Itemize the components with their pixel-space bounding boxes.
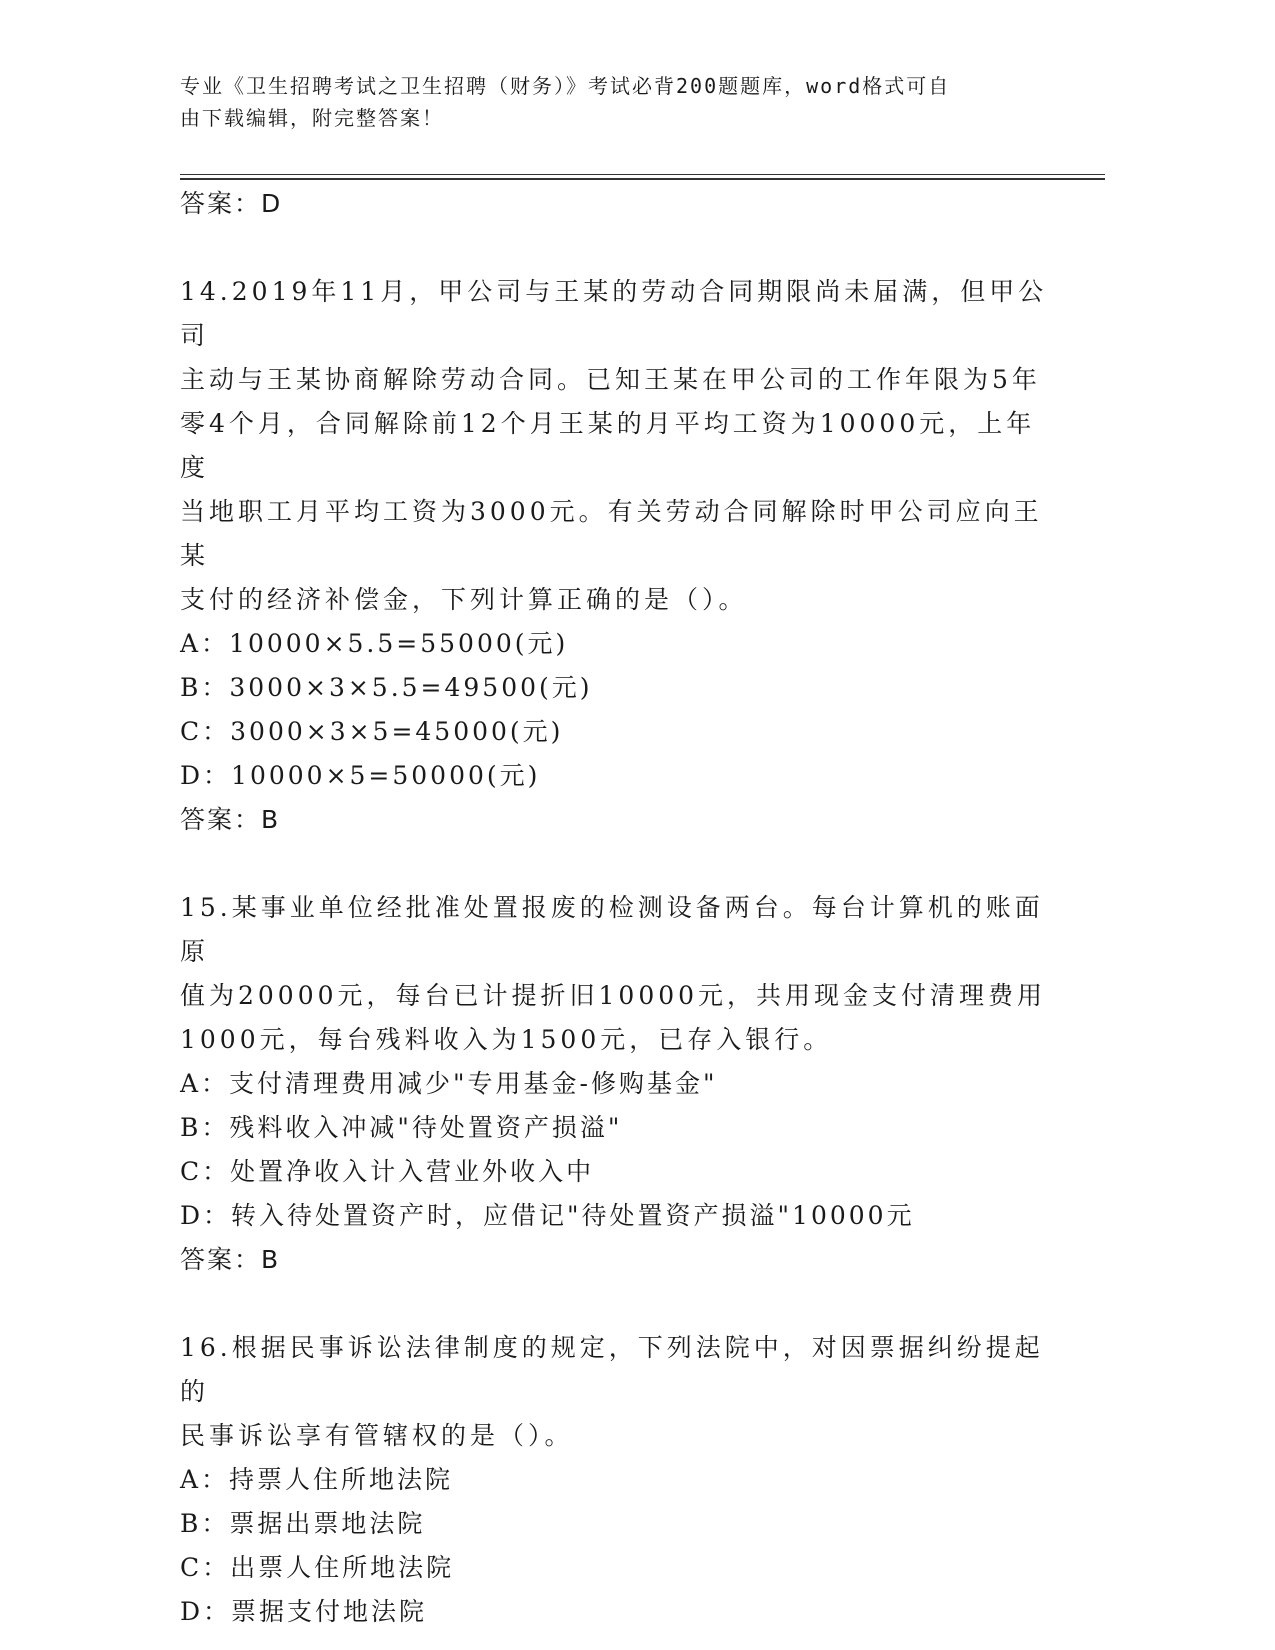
header-rule-thin: [180, 174, 1105, 175]
option-c: C：处置净收入计入营业外收入中: [180, 1157, 595, 1186]
option-b: B：残料收入冲减"待处置资产损溢": [180, 1113, 623, 1142]
question-line: 1000元，每台残料收入为1500元，已存入银行。: [180, 1025, 833, 1054]
option-b: B：票据出票地法院: [180, 1509, 426, 1538]
question-16: [180, 1326, 1060, 1634]
option-c: C：出票人住所地法院: [180, 1553, 455, 1582]
document-body: [180, 182, 1060, 1634]
question-line: 14.2019年11月，甲公司与王某的劳动合同期限尚未届满，但甲公司: [180, 277, 1048, 350]
option-a: A：10000×5.5=55000(元): [180, 629, 569, 658]
answer: 答案：B: [180, 1245, 281, 1274]
header-line-2: 由下载编辑，附完整答案！: [180, 106, 444, 130]
question-line: 民事诉讼享有管辖权的是（）。: [180, 1421, 574, 1450]
question-line: 支付的经济补偿金，下列计算正确的是（）。: [180, 585, 748, 614]
question-15: [180, 886, 1060, 1282]
document-header: [180, 70, 1060, 134]
option-a: A：持票人住所地法院: [180, 1465, 454, 1494]
question-line: 16.根据民事诉讼法律制度的规定，下列法院中，对因票据纠纷提起的: [180, 1333, 1044, 1406]
question-line: 零4个月，合同解除前12个月王某的月平均工资为10000元，上年度: [180, 409, 1036, 482]
option-d: D：转入待处置资产时，应借记"待处置资产损溢"10000元: [180, 1201, 915, 1230]
answer: 答案：B: [180, 805, 281, 834]
option-a: A：支付清理费用减少"专用基金-修购基金": [180, 1069, 718, 1098]
option-b: B：3000×3×5.5=49500(元): [180, 673, 593, 702]
option-d: D：票据支付地法院: [180, 1597, 428, 1626]
question-14: [180, 270, 1060, 842]
header-line-1: 专业《卫生招聘考试之卫生招聘（财务）》考试必背200题题库，word格式可自: [180, 74, 951, 98]
option-d: D：10000×5=50000(元): [180, 761, 541, 790]
header-rule-thick: [180, 178, 1105, 180]
previous-answer: 答案：D: [180, 189, 283, 218]
question-line: 主动与王某协商解除劳动合同。已知王某在甲公司的工作年限为5年: [180, 365, 1041, 394]
question-line: 当地职工月平均工资为3000元。有关劳动合同解除时甲公司应向王某: [180, 497, 1043, 570]
question-line: 15.某事业单位经批准处置报废的检测设备两台。每台计算机的账面原: [180, 893, 1044, 966]
question-line: 值为20000元，每台已计提折旧10000元，共用现金支付清理费用: [180, 981, 1047, 1010]
option-c: C：3000×3×5=45000(元): [180, 717, 564, 746]
